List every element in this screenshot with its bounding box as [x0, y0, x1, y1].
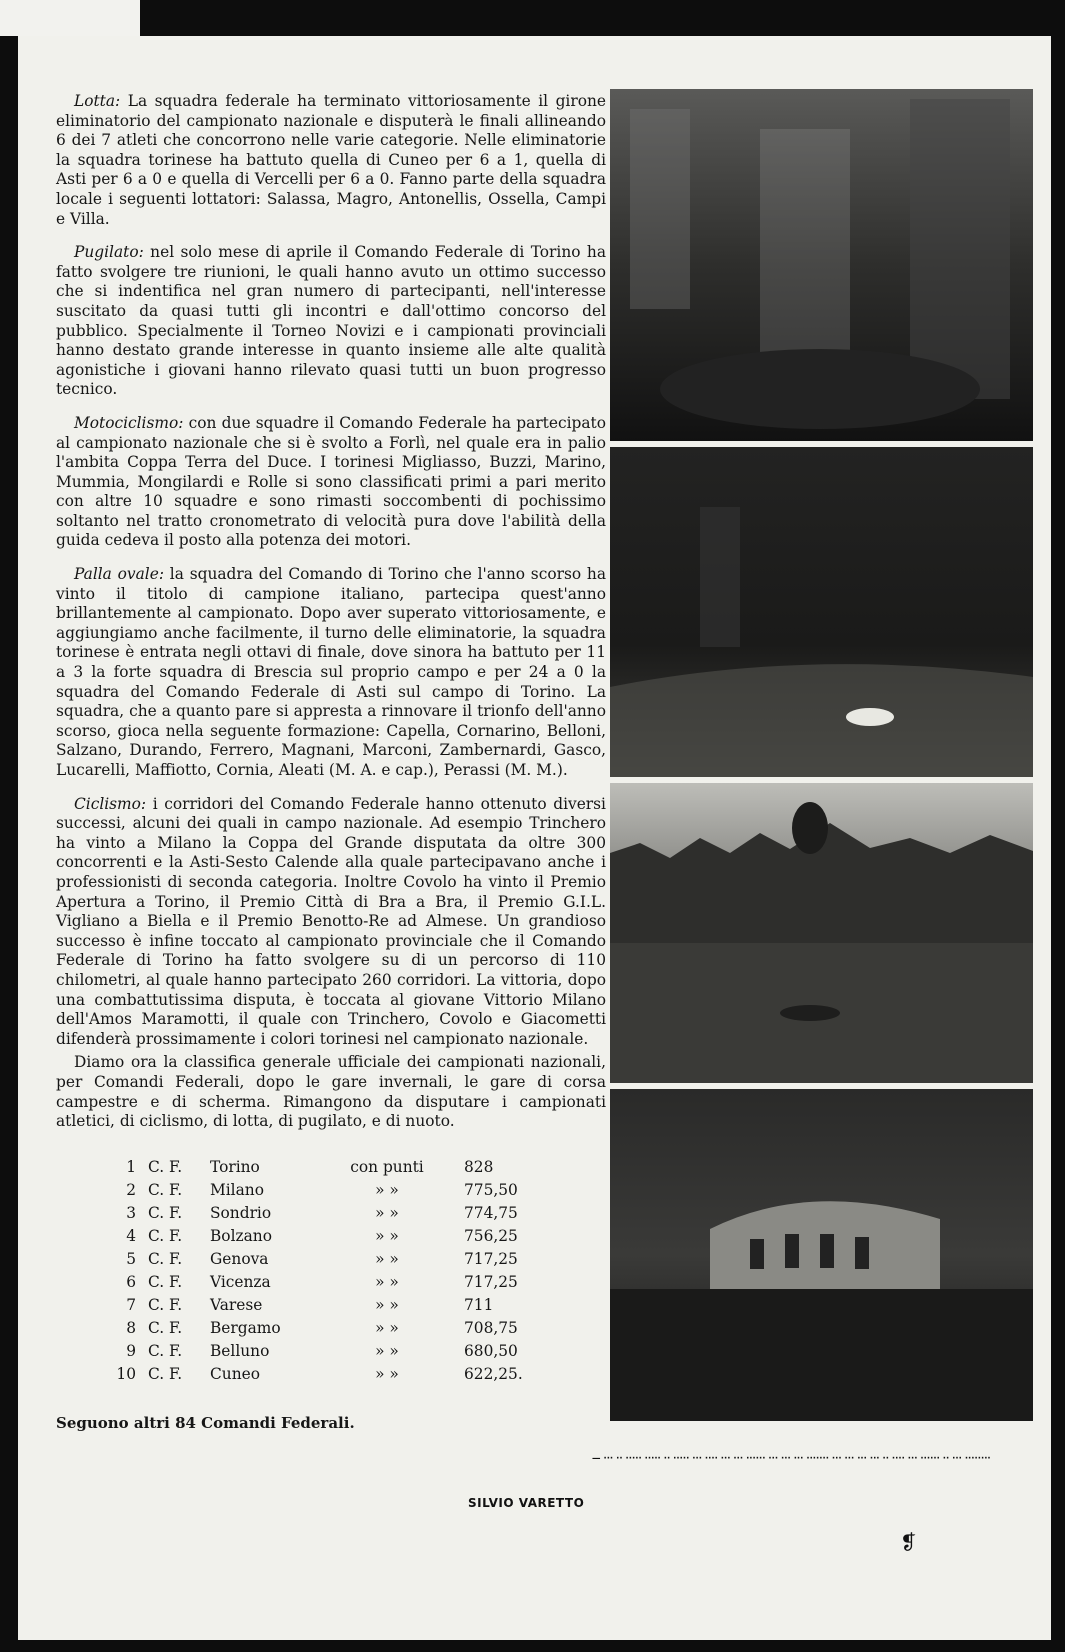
rank-cell: 8 — [126, 1318, 136, 1337]
points-cell: 828 — [464, 1157, 494, 1176]
label-cell: » » — [375, 1180, 399, 1199]
cf-cell: C. F. — [148, 1341, 183, 1360]
label-cell: con punti — [350, 1157, 424, 1176]
paragraph-ciclismo — [56, 795, 606, 1050]
rank-cell: 7 — [126, 1295, 136, 1314]
label-cell: » » — [375, 1318, 399, 1337]
rank-cell: 5 — [126, 1249, 136, 1268]
photo-building — [610, 1089, 1033, 1421]
rank-cell: 4 — [126, 1226, 136, 1245]
photo-caption: — ··· ·· ····· ····· ·· ····· ··· ···· ··· ··· ······ ··· ··· ··· ······· ··· ··· ··· ··· ·· ···· ··· ······ ·· ··· ········ — [592, 1454, 991, 1464]
paragraph-motociclismo — [56, 414, 606, 551]
paragraph-label: Palla ovale: — [74, 565, 165, 584]
paragraph-label: Lotta: — [74, 92, 121, 110]
label-cell: » » — [375, 1249, 399, 1268]
table-row — [108, 1179, 550, 1202]
photo-wrestlers-image — [610, 89, 1033, 441]
rank-cell: 10 — [116, 1364, 136, 1383]
rank-cell: 3 — [126, 1203, 136, 1222]
cf-cell: C. F. — [148, 1272, 183, 1291]
cf-cell: C. F. — [148, 1318, 183, 1337]
table-row — [108, 1317, 550, 1340]
standings-table — [108, 1156, 550, 1386]
table-row — [108, 1225, 550, 1248]
city-cell: Bergamo — [210, 1318, 281, 1337]
photo-boxing-image — [610, 447, 1033, 777]
city-cell: Bolzano — [210, 1226, 272, 1245]
points-cell: 622,25. — [464, 1364, 523, 1383]
magazine-page — [18, 36, 1051, 1640]
cf-cell: C. F. — [148, 1249, 183, 1268]
author-signature: SILVIO VARETTO — [468, 1496, 585, 1510]
points-cell: 756,25 — [464, 1226, 518, 1245]
cf-cell: C. F. — [148, 1295, 183, 1314]
table-row — [108, 1294, 550, 1317]
photo-cycling-image — [610, 783, 1033, 1083]
photo-building-image — [610, 1089, 1033, 1421]
table-row — [108, 1271, 550, 1294]
paragraph-label: Motociclismo: — [74, 413, 184, 432]
points-cell: 775,50 — [464, 1180, 518, 1199]
city-cell: Varese — [210, 1295, 263, 1314]
label-cell: » » — [375, 1272, 399, 1291]
article-text-column — [56, 92, 606, 1433]
label-cell: » » — [375, 1364, 399, 1383]
rank-cell: 9 — [126, 1341, 136, 1360]
paragraph-palla-ovale — [56, 565, 606, 781]
label-cell: » » — [375, 1226, 399, 1245]
photo-cycling — [610, 783, 1033, 1083]
paragraph-body: i corridori del Comando Federale hanno ottenuto diversi successi, alcuni dei quali in campo nazionale. Ad esempio Trinchero ha vinto a Milano la Coppa del Grande disputata da oltre 300 concorrenti e la Asti-Sesto Calende alla quale partecipavano anche i professionisti di seconda categoria. Inoltre Covolo ha vinto il Premio Apertura a Torino, il Premio Città di Bra a Bra, il Premio G.I.L. Vigliano a Biella e il Premio Benotto-Re ad Almese. Un grandioso successo è infine toccato al campionato provinciale che il Comando Federale di Torino ha fatto svolgere su di un percorso di 110 chilometri, al quale hanno partecipato 260 corridori. La vittoria, dopo una combattutissima disputa, è toccata al giovane Vittorio Milano dell'Amos Maramotti, il quale con Trinchero, Covolo e Giacometti difenderà prossimamente i colori torinesi nel campionato nazionale. — [56, 794, 606, 1048]
cf-cell: C. F. — [148, 1203, 183, 1222]
table-row — [108, 1340, 550, 1363]
paragraph-label: Pugilato: — [74, 243, 144, 262]
rank-cell: 6 — [126, 1272, 136, 1291]
points-cell: 717,25 — [464, 1249, 518, 1268]
paragraph-label: Ciclismo: — [74, 794, 147, 813]
photo-boxing — [610, 447, 1033, 777]
cf-cell: C. F. — [148, 1226, 183, 1245]
photo-column — [610, 89, 1033, 1427]
city-cell: Sondrio — [210, 1203, 272, 1222]
table-row — [108, 1156, 550, 1179]
city-cell: Genova — [210, 1249, 269, 1268]
city-cell: Belluno — [210, 1341, 270, 1360]
table-row — [108, 1363, 550, 1386]
rank-cell: 1 — [126, 1157, 136, 1176]
paragraph-lotta — [56, 92, 606, 229]
points-cell: 680,50 — [464, 1341, 518, 1360]
paragraph-body: La squadra federale ha terminato vittoriosamente il girone eliminatorio del campionato nazionale e disputerà le finali allineando 6 dei 7 atleti che concorrono nelle varie categorie. Nelle eliminatorie la squadra torinese ha battuto quella di Cuneo per 6 a 1, quella di Asti per 6 a 0 e quella di Vercelli per 6 a 0. Fanno parte della squadra locale i seguenti lottatori: Salassa, Magro, Antonellis, Ossella, Campi e Villa. — [56, 92, 606, 228]
points-cell: 708,75 — [464, 1318, 518, 1337]
paragraph-pugilato — [56, 243, 606, 400]
city-cell: Milano — [210, 1180, 264, 1199]
footnote: Seguono altri 84 Comandi Federali. — [56, 1413, 355, 1432]
points-cell: 774,75 — [464, 1203, 518, 1222]
points-cell: 711 — [464, 1295, 494, 1314]
page-marker-icon: ❡ — [900, 1530, 917, 1554]
city-cell: Vicenza — [210, 1272, 271, 1291]
label-cell: » » — [375, 1295, 399, 1314]
table-row — [108, 1202, 550, 1225]
cf-cell: C. F. — [148, 1180, 183, 1199]
points-cell: 717,25 — [464, 1272, 518, 1291]
paragraph-body: nel solo mese di aprile il Comando Federale di Torino ha fatto svolgere tre riunioni, le quali hanno avuto un ottimo successo che si indentifica nel gran numero di partecipanti, nell'interesse suscitato da quasi tutti gli incontri e dall'ottimo concorso del pubblico. Specialmente il Torneo Novizi e i campionati provinciali hanno destato grande interesse in quanto insieme alle alte qualità agonistiche i giovani hanno rilevato quasi tutti un buon progresso tecnico. — [56, 243, 606, 399]
table-row — [108, 1248, 550, 1271]
paragraph-body: la squadra del Comando di Torino che l'anno scorso ha vinto il titolo di campione italiano, partecipa quest'anno brillantemente al campionato. Dopo aver superato vittoriosamente, e aggiungiamo anche facilmente, il turno delle eliminatorie, la squadra torinese è entrata negli ottavi di finale, dove sinora ha battuto per 11 a 3 la forte squadra di Brescia sul proprio campo e per 24 a 0 la squadra del Comando Federale di Asti sul campo di Torino. La squadra, che a quanto pare si appresta a rinnovare il trionfo dell'anno scorso, gioca nella seguente formazione: Capella, Cornarino, Belloni, Salzano, Durando, Ferrero, Magnani, Marconi, Zambernardi, Gasco, Lucarelli, Maffiotto, Cornia, Aleati (M. A. e cap.), Perassi (M. M.). — [56, 565, 606, 779]
cf-cell: C. F. — [148, 1364, 183, 1383]
rank-cell: 2 — [126, 1180, 136, 1199]
photo-wrestlers — [610, 89, 1033, 441]
paragraph-body: con due squadre il Comando Federale ha partecipato al campionato nazionale che si è svolto a Forlì, nel quale era in palio l'ambita Coppa Terra del Duce. I torinesi Migliasso, Buzzi, Marino, Mummia, Mongilardi e Rolle si sono classificati primi a pari merito con altre 10 squadre e sono rimasti soccombenti di pochissimo soltanto nel tratto cronometrato di velocità pura dove l'abilità della guida cedeva il posto alla potenza dei motori. — [56, 413, 606, 550]
city-cell: Torino — [210, 1157, 260, 1176]
paragraph-classifica-intro: Diamo ora la classifica generale ufficiale dei campionati nazionali, per Comandi Federali, dopo le gare invernali, le gare di corsa campestre e di scherma. Rimangono da disputare i campionati atletici, di ciclismo, di lotta, di pugilato, e di nuoto. — [56, 1053, 606, 1131]
label-cell: » » — [375, 1203, 399, 1222]
cf-cell: C. F. — [148, 1157, 183, 1176]
label-cell: » » — [375, 1341, 399, 1360]
top-left-white-strip — [0, 0, 140, 36]
city-cell: Cuneo — [210, 1364, 260, 1383]
